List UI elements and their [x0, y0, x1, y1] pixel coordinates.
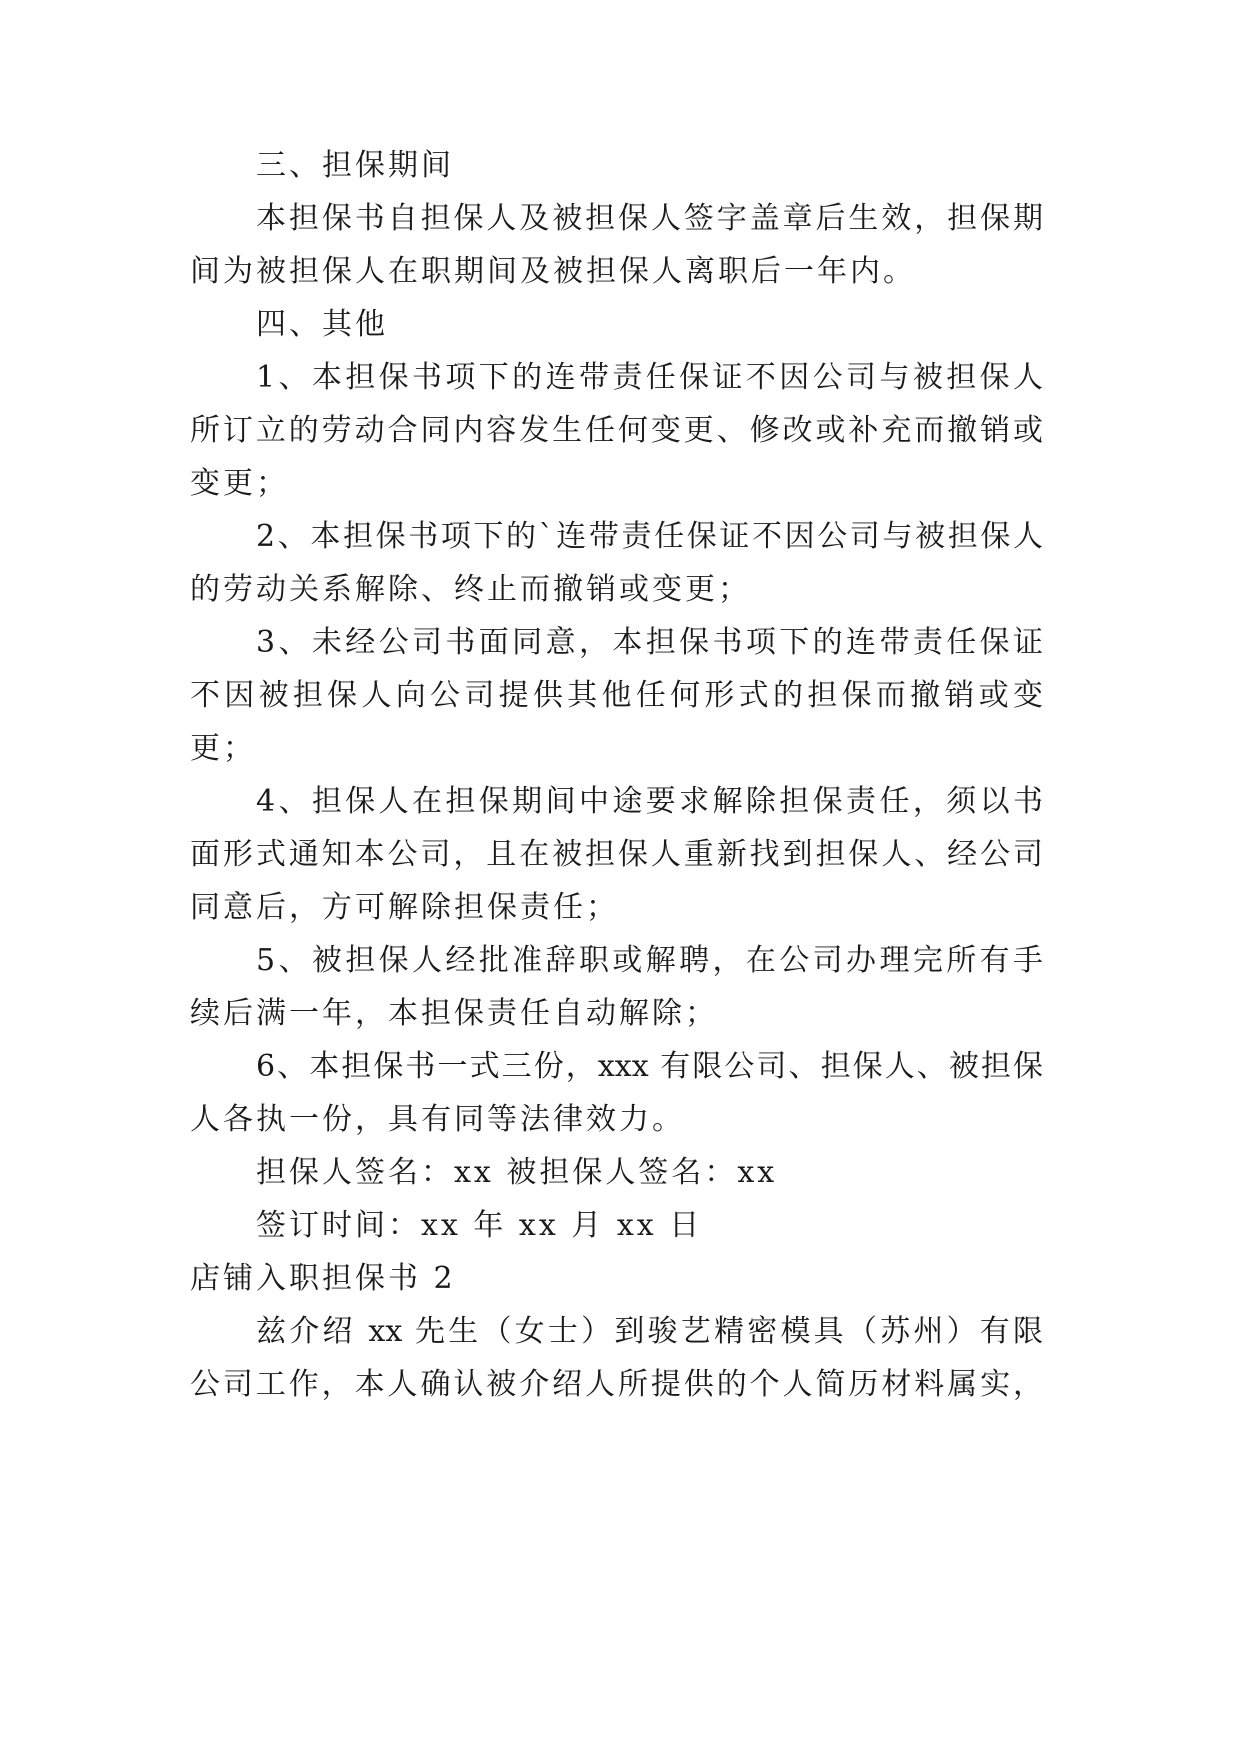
paragraph-line: 更；: [190, 731, 256, 766]
paragraph-line: 5、被担保人经批准辞职或解聘，在公司办理完所有手: [256, 943, 1043, 978]
paragraph-line: 所订立的劳动合同内容发生任何变更、修改或补充而撤销或: [190, 413, 1043, 448]
document-title: 店铺入职担保书 2: [190, 1261, 456, 1296]
paragraph-line: 的劳动关系解除、终止而撤销或变更；: [190, 572, 751, 607]
signing-date-line: 签订时间：xx 年 xx 月 xx 日: [256, 1208, 703, 1243]
paragraph-line: 4、担保人在担保期间中途要求解除担保责任，须以书: [256, 784, 1043, 819]
signature-line: 担保人签名：xx 被担保人签名：xx: [256, 1155, 778, 1190]
paragraph-line: 间为被担保人在职期间及被担保人离职后一年内。: [190, 254, 916, 289]
paragraph-line: 本担保书自担保人及被担保人签字盖章后生效，担保期: [256, 201, 1043, 236]
paragraph-line: 同意后，方可解除担保责任；: [190, 890, 619, 925]
paragraph-line: 面形式通知本公司，且在被担保人重新找到担保人、经公司: [190, 837, 1043, 872]
paragraph-line: 不因被担保人向公司提供其他任何形式的担保而撤销或变: [190, 678, 1043, 713]
paragraph-line: 续后满一年，本担保责任自动解除；: [190, 996, 718, 1031]
paragraph-line: 1、本担保书项下的连带责任保证不因公司与被担保人: [256, 360, 1043, 395]
paragraph-line: 2、本担保书项下的`连带责任保证不因公司与被担保人: [256, 519, 1043, 554]
paragraph-line: 3、未经公司书面同意，本担保书项下的连带责任保证: [256, 625, 1043, 660]
section-heading-other: 四、其他: [256, 307, 388, 342]
paragraph-line: 6、本担保书一式三份，xxx 有限公司、担保人、被担保: [256, 1049, 1043, 1084]
section-heading-guarantee-period: 三、担保期间: [256, 148, 454, 183]
paragraph-line: 兹介绍 xx 先生（女士）到骏艺精密模具（苏州）有限: [256, 1314, 1043, 1349]
paragraph-line: 变更；: [190, 466, 289, 501]
paragraph-line: 人各执一份，具有同等法律效力。: [190, 1102, 685, 1137]
paragraph-line: 公司工作，本人确认被介绍人所提供的个人简历材料属实，: [190, 1367, 1043, 1402]
